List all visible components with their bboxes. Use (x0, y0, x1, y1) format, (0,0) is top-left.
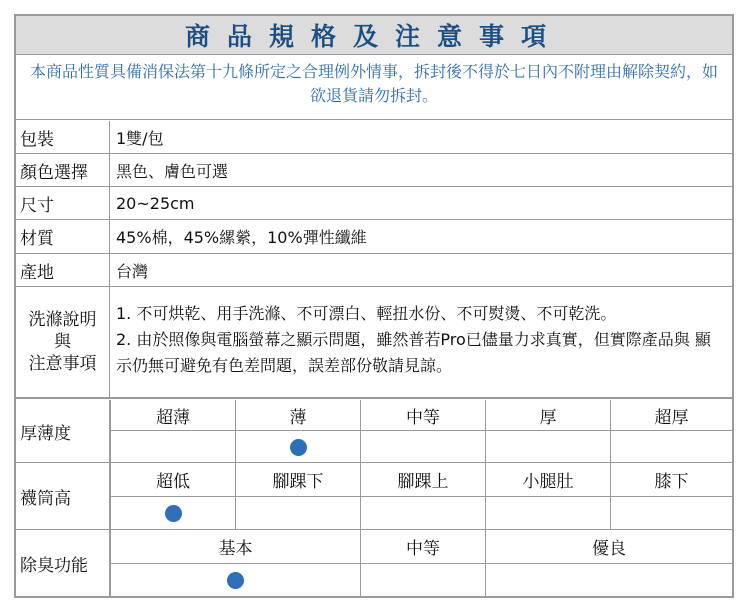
spec-title-bar (16, 16, 732, 55)
deodorant-label: 除臭功能 (16, 530, 110, 596)
deodorant-slot (110, 564, 360, 596)
spec-value: 黑色、膚色可選 (116, 161, 229, 181)
care-label: 洗滌說明 與 注意事項 (16, 287, 110, 397)
thickness-slot (110, 431, 235, 463)
spec-row-color (16, 154, 732, 187)
selected-dot-icon (227, 572, 244, 589)
height-option: 腳踝下 (235, 463, 360, 496)
deodorant-slot (360, 564, 485, 596)
care-line: 1. 不可烘乾、用手洗滌、不可漂白、輕扭水份、不可熨燙、不可乾洗。 (116, 304, 617, 323)
height-slot (610, 497, 732, 530)
spec-value: 20~25cm (116, 193, 195, 213)
height-slot (485, 497, 610, 530)
spec-label: 材質 (16, 220, 110, 253)
spec-row-material (16, 220, 732, 254)
thickness-option: 超厚 (610, 400, 732, 430)
page-title: 商品規格及注意事項 (184, 22, 563, 51)
deodorant-option: 優良 (485, 530, 732, 563)
spec-value: 45%棉，45%縲縈，10%彈性纖維 (116, 228, 367, 247)
thickness-option: 厚 (485, 400, 610, 430)
thickness-slot (485, 431, 610, 463)
height-option: 超低 (110, 463, 235, 496)
spec-row-origin (16, 254, 732, 287)
thickness-slot (235, 431, 360, 463)
care-text (116, 301, 720, 379)
care-row (16, 287, 732, 399)
thickness-option: 超薄 (110, 400, 235, 430)
deodorant-slot (485, 564, 732, 596)
height-label: 襪筒高 (16, 463, 110, 529)
height-option: 腳踝上 (360, 463, 485, 496)
spec-label: 包裝 (16, 121, 110, 153)
height-slot (110, 497, 235, 530)
spec-label: 顏色選擇 (16, 154, 110, 186)
spec-sheet (14, 14, 734, 598)
height-option: 小腿肚 (485, 463, 610, 496)
care-line: 2. 由於照像與電腦螢幕之顯示問題，雖然普若Pro已儘量力求真實，但實際產品與 顯示仍無可避免有色差問題，誤差部份敬請見諒。 (116, 330, 711, 375)
spec-value: 1雙/包 (116, 128, 164, 148)
thickness-label: 厚薄度 (16, 400, 110, 462)
selected-dot-icon (290, 439, 307, 456)
height-scale (16, 463, 732, 530)
selected-dot-icon (165, 505, 182, 522)
return-policy-notice: 本商品性質具備消保法第十九條所定之合理例外情事，拆封後不得於七日內不附理由解除契約，如欲退貨請勿拆封。 (16, 55, 732, 120)
height-slot (360, 497, 485, 530)
spec-row-size (16, 187, 732, 220)
thickness-scale (16, 400, 732, 463)
spec-label: 尺寸 (16, 187, 110, 219)
spec-value: 台灣 (116, 261, 149, 281)
height-slot (235, 497, 360, 530)
thickness-slot (360, 431, 485, 463)
thickness-option: 中等 (360, 400, 485, 430)
thickness-option: 薄 (235, 400, 360, 430)
spec-label: 產地 (16, 254, 110, 286)
spec-row-packaging (16, 121, 732, 154)
height-option: 膝下 (610, 463, 732, 496)
deodorant-option: 基本 (110, 530, 360, 563)
thickness-slot (610, 431, 732, 463)
deodorant-scale (16, 530, 732, 596)
deodorant-option: 中等 (360, 530, 485, 563)
